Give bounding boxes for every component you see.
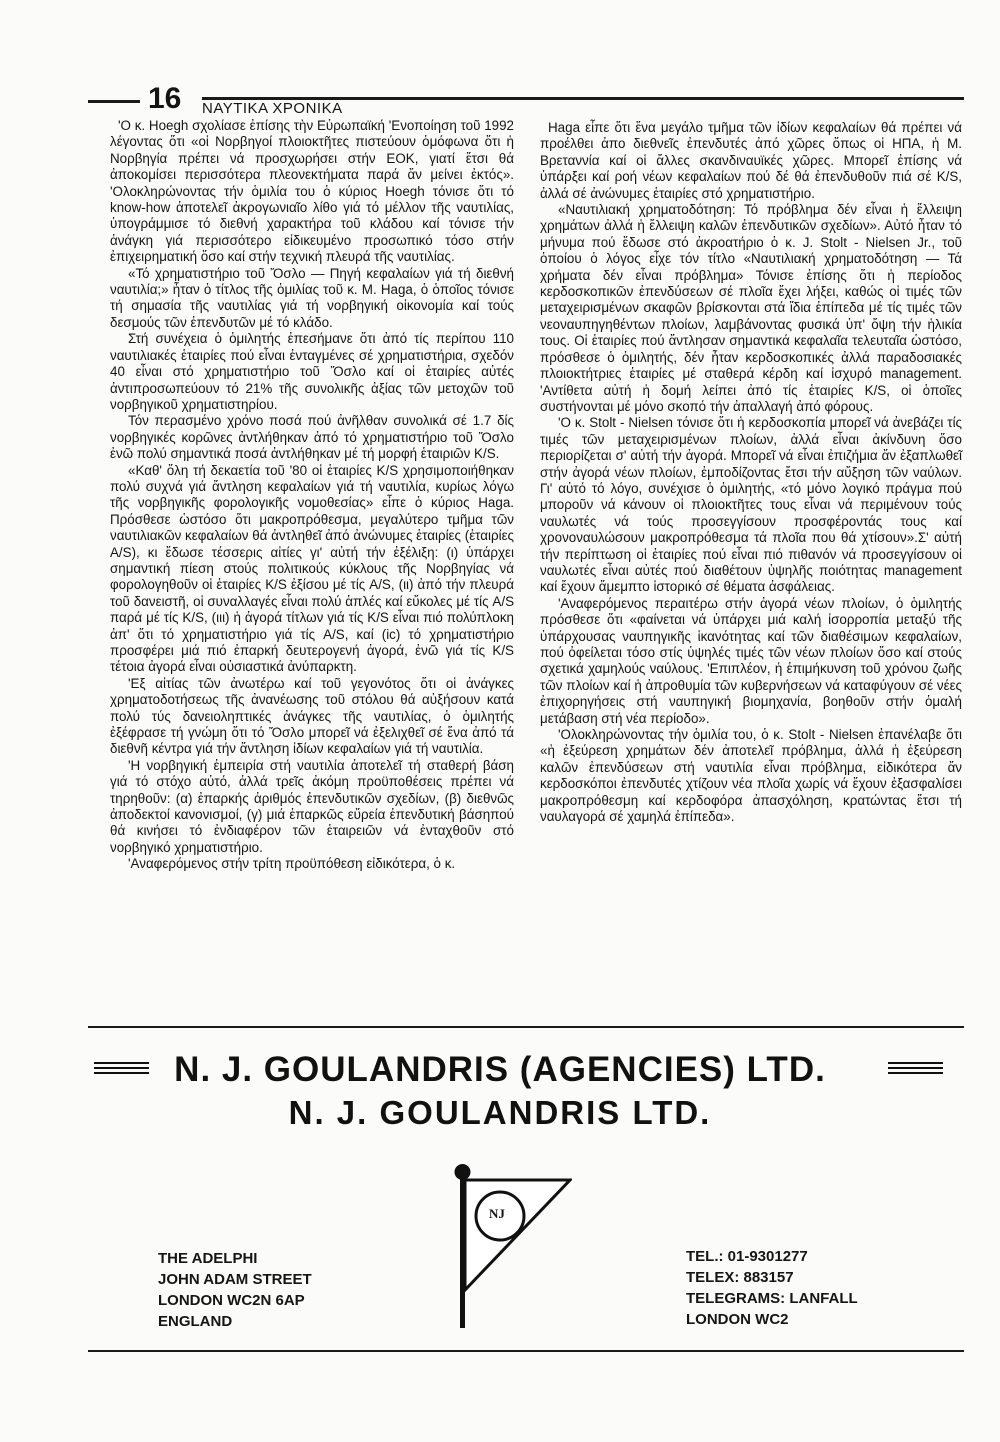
paragraph: Τόν περασμένο χρόνο ποσά πού ἀνῆλθαν συνολικά σέ 1.7 δίς νορβηγικές κορῶνες ἀντλήθηκαν ἀπό τό χρηματιστήριο τοῦ Ὄσλο ἐνῶ πολύ σημαντικά ποσά ἀντλήθηκαν μέ τή μορφή ἑταιριῶν K/S.	[110, 413, 514, 462]
paragraph: «Τό χρηματιστήριο τοῦ Ὄσλο — Πηγή κεφαλαίων γιά τή διεθνή ναυτιλία;» ἦταν ὁ τίτλος τῆς ὁμιλίας τοῦ κ. Μ. Haga, ὁ ὁποῖος τόνισε τή σημασία τῆς ναυτιλίας γιά τή νορβηγική οἰκονομία καί τούς δεσμούς τῶν ἐπενδυτῶν μέ τό κλάδο.	[110, 265, 514, 330]
paragraph: 'Αναφερόμενος περαιτέρω στήν ἀγορά νέων πλοίων, ὁ ὁμιλητής πρόσθεσε ὅτι «φαίνεται νά ὑπάρχει μιά καλή ἰσορροπία μεταξύ τῆς ὑπάρχουσας ναυπηγικῆς ἱκανότητας καί τῶν διαθέσιμων κεφαλαίων, πού ὀφείλεται τόσο στίς ὑψηλές τιμές τῶν νέων πλοίων ὅσο καί στούς σχετικά χαμηλούς ναύλους. 'Επιπλέον, ἡ ἐπιμήκυνση τοῦ χρόνου ζωῆς τῶν πλοίων καί ἡ ἀπροθυμία τῶν κυβερνήσεων νά καταφύγουν σέ νέες ἐπιχορηγήσεις στή ναυπηγική βιομηχανία, βοηθοῦν στήν ὁμαλή μετάβαση στή νέα περίοδο».	[540, 595, 962, 726]
paragraph: 'Εξ αἰτίας τῶν ἀνωτέρω καί τοῦ γεγονότος ὅτι οἱ ἀνάγκες χρηματοδοτήσεως τῆς ἀνανέωσης τοῦ στόλου θά αὐξήσουν κατά πολύ τύς δανειοληπτικές ἀνάγκες τῆς ναυτιλίας, ὁ ὁμιλητής ἐξέφρασε τή γνώμη ὅτι τό Ὄσλο μπορεῖ νά ἐξελιχθεῖ σέ ἕνα ἀπό τά διεθνῆ κέντρα γιά τήν ἄντληση ἰδίων κεφαλαίων γιά τή ναυτιλία.	[110, 675, 514, 757]
advert-company-name-2: N. J. GOULANDRIS LTD.	[288, 1094, 712, 1131]
contact-line: TELEGRAMS: LANFALL	[686, 1290, 858, 1307]
paragraph: Στή συνέχεια ὁ ὁμιλητής ἐπεσήμανε ὅτι ἀπό τίς περίπου 110 ναυτιλιακές ἑταιρίες πού εἶναι ἐνταγμένες σέ χρηματιστήρια, σχεδόν 40 εἶναι στό χρηματιστήριο τοῦ Ὄσλο καί οἱ ἑταιρίες αὐτές ἀντιπροσωπεύουν τό 21% τῆς συνολικῆς ἀξίας τῶν μετοχῶν τοῦ νορβηγικοῦ χρηματιστηρίου.	[110, 331, 514, 412]
contact-line: TELEX: 883157	[686, 1269, 794, 1286]
publication-title: ΝΑΥΤΙΚΑ ΧΡΟΝΙΚΑ	[202, 100, 343, 117]
paragraph: Haga εἶπε ὅτι ἕνα μεγάλο τμῆμα τῶν ἰδίων κεφαλαίων θά πρέπει νά προέλθει ἀπο διεθνεῖς ἐπενδυτές ἀπό χῶρες ὅπως οἱ ΗΠΑ, ἡ Μ. Βρεταννία καί οἱ ἄλλες σκανδιναυϊκές χῶρες. Μπορεῖ ἐπίσης νά ὑπάρξει καί ροή νέων κεφαλαίων πού δέ θά ἐπενδυθοῦν πιά σέ K/S, ἀλλά σέ ἀνώνυμες ἑταιρίες στό χρηματιστήριο.	[540, 120, 962, 201]
advert-top-rule	[88, 1026, 964, 1028]
advert-bottom-rule	[88, 1350, 964, 1352]
page-number: 16	[148, 82, 182, 115]
paragraph: 'Ο κ. Stolt - Nielsen τόνισε ὅτι ἡ κερδοσκοπία μπορεῖ νά ἀνεβάζει τίς τιμές τῶν μεταχειρισμένων πλοίων, ἀλλά εἶναι ἀκίνδυνη ὅσο περιορίζεται σ' αὐτή τήν ἀγορά. Μπορεῖ νά εἶναι ἐπιζήμια ἄν ἐξαπλωθεῖ στήν ἀγορά νέων πλοίων, ἐμποδίζοντας ἔτσι τήν αὔξηση τῶν ναύλων. Γι' αὐτό τό λόγο, συνέχισε ὁ ὁμιλητής, «τό μόνο λογικό πράγμα πού μποροῦν νά κάνουν οἱ πλοιοκτῆτες τους εἶναι νά περιμένουν τούς ναυλωτές νά τούς προσεγγίσουν προσφέροντάς τους καί χρονοναυλώσουν μακροπρόθεσμα τά πλοῖα που θά χτίσουν».Σ' αὐτή τήν περίπτωση οἱ ἑταιρίες πού εἶναι πιό πιθανόν νά προσεγγίσουν οἱ ναυλωτές εἶναι αὐτές πού διαθέτουν ὑψηλῆς ποιότητας management καί ἔχουν ἄμεμπτο ἱστορικό σέ θέματα ἀσφάλειας.	[540, 415, 962, 595]
contact-line: TEL.: 01-9301277	[686, 1248, 808, 1265]
address-line: JOHN ADAM STREET	[158, 1271, 312, 1288]
paragraph: 'Ολοκληρώνοντας τήν ὁμιλία του, ὁ κ. Stolt - Nielsen ἐπανέλαβε ὅτι «ἡ ἐξεύρεση χρημάτων δέν ἀποτελεῖ πρόβλημα, ἀλλά ἡ ἐξεύρεση καλῶν ἐπενδύσεων στή ναυτιλία εἶναι πρόβλημα, εἰδικότερα ἄν κερδοσκόποι ἐπενδυτές χτίζουν νέα πλοῖα χωρίς νά ἔχουν ἐξασφαλίσει μακροπρόθεσμη καί κερδοφόρα ἀπασχόληση, κρατώντας ἔτσι τή ναυλαγορά σέ χαμηλά ἐπίπεδα».	[540, 727, 962, 825]
paragraph: 'Αναφερόμενος στήν τρίτη προϋπόθεση εἰδικότερα, ὁ κ.	[128, 856, 456, 872]
logo-letters: NJ	[489, 1206, 505, 1221]
contact-line: LONDON WC2	[686, 1311, 789, 1328]
article-column-right	[540, 120, 962, 825]
paragraph: 'Ο κ. Hoegh σχολίασε ἐπίσης τὴν Εὐρωπαϊκή 'Ενοποίηση τοῦ 1992 λέγοντας ὅτι «οἱ Νορβηγοί πλοιοκτῆτες πιστεύουν ὁμόφωνα ὅτι ἡ Νορβηγία πρέπει νά προσχωρήσει στήν ΕΟΚ, γιατί ἔτσι θά ἀποκομίσει περισσότερα πλεονεκτήματα παρά ἄν μείνει ἐκτός». 'Ολοκληρώνοντας τήν ὁμιλία του ὁ κύριος Hoegh τόνισε ὅτι τό know-how ἀποτελεῖ ἀκρογωνιαῖο λίθο γιά τό μέλλον τῆς ναυτιλίας, ὑπογράμμισε τό διεθνή χαρακτήρα τοῦ κλάδου καί τόνισε τήν ἀνάγκη γιά περισσότερο εἰδικευμένο προσωπικό τόσο στήν ἐπιχειρηματική ὅσο καί στήν τεχνική πλευρά τῆς ναυτιλίας.	[110, 118, 514, 265]
advert-company-name: N. J. GOULANDRIS (AGENCIES) LTD.	[174, 1050, 826, 1089]
paragraph: 'Η νορβηγική ἐμπειρία στή ναυτιλία ἀποτελεῖ τή σταθερή βάση γιά τό στόχο αὐτό, ἀλλά τρεῖς ἀκόμη προϋποθέσεις πρέπει νά τηρηθοῦν: (α) ἐπαρκής ἀριθμός ἐπενδυτικῶν σχεδίων, (β) διεθνῶς ἀποδεκτοί κανονισμοί, (γ) μιά ἐπαρκῶς εὔρεία ἐπενδυτική βάσηπού θά κινήσει τό ἐνδιαφέρον τῶν ἑταιρειῶν νά ἐνταχθοῦν στό νορβηγικό χρηματιστήριο.	[110, 757, 514, 855]
paragraph: «Ναυτιλιακή χρηματοδότηση: Τό πρόβλημα δέν εἶναι ἡ ἔλλειψη χρημάτων ἀλλά ἡ ἔλλειψη καλῶν ἐπενδυτικῶν σχεδίων». Αὐτό ἦταν τό μήνυμα πού ἔδωσε στό ἀκροατήριο ὁ κ. J. Stolt - Nielsen Jr., τοῦ ὁποίου ὁ λόγος εἶχε τόν τίτλο «Ναυτιλιακή χρηματοδότηση — Τά χρήματα δέν εἶναι πρόβλημα» Τόνισε ἐπίσης ὅτι ἡ περίοδος κερδοσκοπικῶν ἐπενδύσεων σέ πλοῖα ἔχει λήξει, καθώς οἱ τιμές τῶν μεταχειρισμένων σκαφῶν βρίσκονται στά ἴδια ἐπίπεδα μέ τίς τιμές τῶν νεοναυπηγηθέντων πλοίων, λαμβάνοντας φυσικά ὑπ' ὄψη τήν ἡλικία τους. Οἱ ἑταιρίες πού ἄντλησαν σημαντικά κεφαλαῖα τελευταῖα ὡστόσο, πρόσθεσε ὁ ὁμιλητής, δέν ἦταν κερδοσκοπικές ἀλλά παραδοσιακές πλοιοκτήτριες ἑταιρίες μέ σταθερά κέρδη καί ἰσχυρό management. 'Αντίθετα αὐτή ἡ δομή λείπει ἀπό τίς ἑταιρίες K/S, οἱ ὁποῖες συστήνονται μέ μόνο σκοπό τήν ἀπαλλαγή ἀπό φόρους.	[540, 202, 962, 414]
address-line: LONDON WC2N 6AP	[158, 1292, 305, 1309]
address-line: THE ADELPHI	[158, 1250, 258, 1267]
advert-contacts	[686, 1246, 858, 1330]
pennant-flag-logo-icon	[448, 1158, 572, 1328]
address-line: ENGLAND	[158, 1313, 233, 1330]
advert-address	[158, 1248, 312, 1332]
header-rule-left	[88, 100, 140, 103]
article-column-left	[110, 118, 514, 873]
paragraph: «Καθ' ὅλη τή δεκαετία τοῦ '80 οἱ ἑταιρίες K/S χρησιμοποιήθηκαν πολύ συχνά γιά ἄντληση κεφαλαίων γιά τή ναυτιλία, κυρίως λόγω τῆς νορβηγικῆς φορολογικῆς νομοθεσίας» εἶπε ὁ κύριος Haga. Πρόσθεσε ὡστόσο ὅτι μακροπρόθεσμα, μεγαλύτερο τμῆμα τῶν ναυτιλιακῶν κεφαλαίων θά ἀντληθεῖ ἀπό ἀνώνυμες ἑταιρίες (ἑταιρίες A/S), κι ἔδωσε τέσσερις αἰτίες γι' αὐτή τήν ἐξέλιξη: (ι) ὑπάρχει σημαντική πίεση στούς πολιτικούς κύκλους τῆς Νορβηγίας νά φορολογηθοῦν οἱ ἑταιρίες K/S ἐξίσου μέ τίς A/S, (ιι) ἀπό τήν πλευρά τοῦ δανειστῆ, οἱ συναλλαγές εἶναι πολύ ἁπλές καί εὔκολες μέ τίς A/S παρά μέ τίς K/S, (ιιι) ἡ ἀγορά τίτλων γιά τίς K/S εἶναι πιό πολύπλοκη ἀπ' ὅτι τό χρηματιστήριο γιά τίς A/S, καί (ic) τό χρηματιστήριο προσφέρει μιά πιό ἐπαρκή δευτερογενή ἀγορά, ἐνῶ γιά τίς K/S τέτοια ἀγορά εἶναι οὐσιαστικά ἀνύπαρκτη.	[110, 462, 514, 675]
